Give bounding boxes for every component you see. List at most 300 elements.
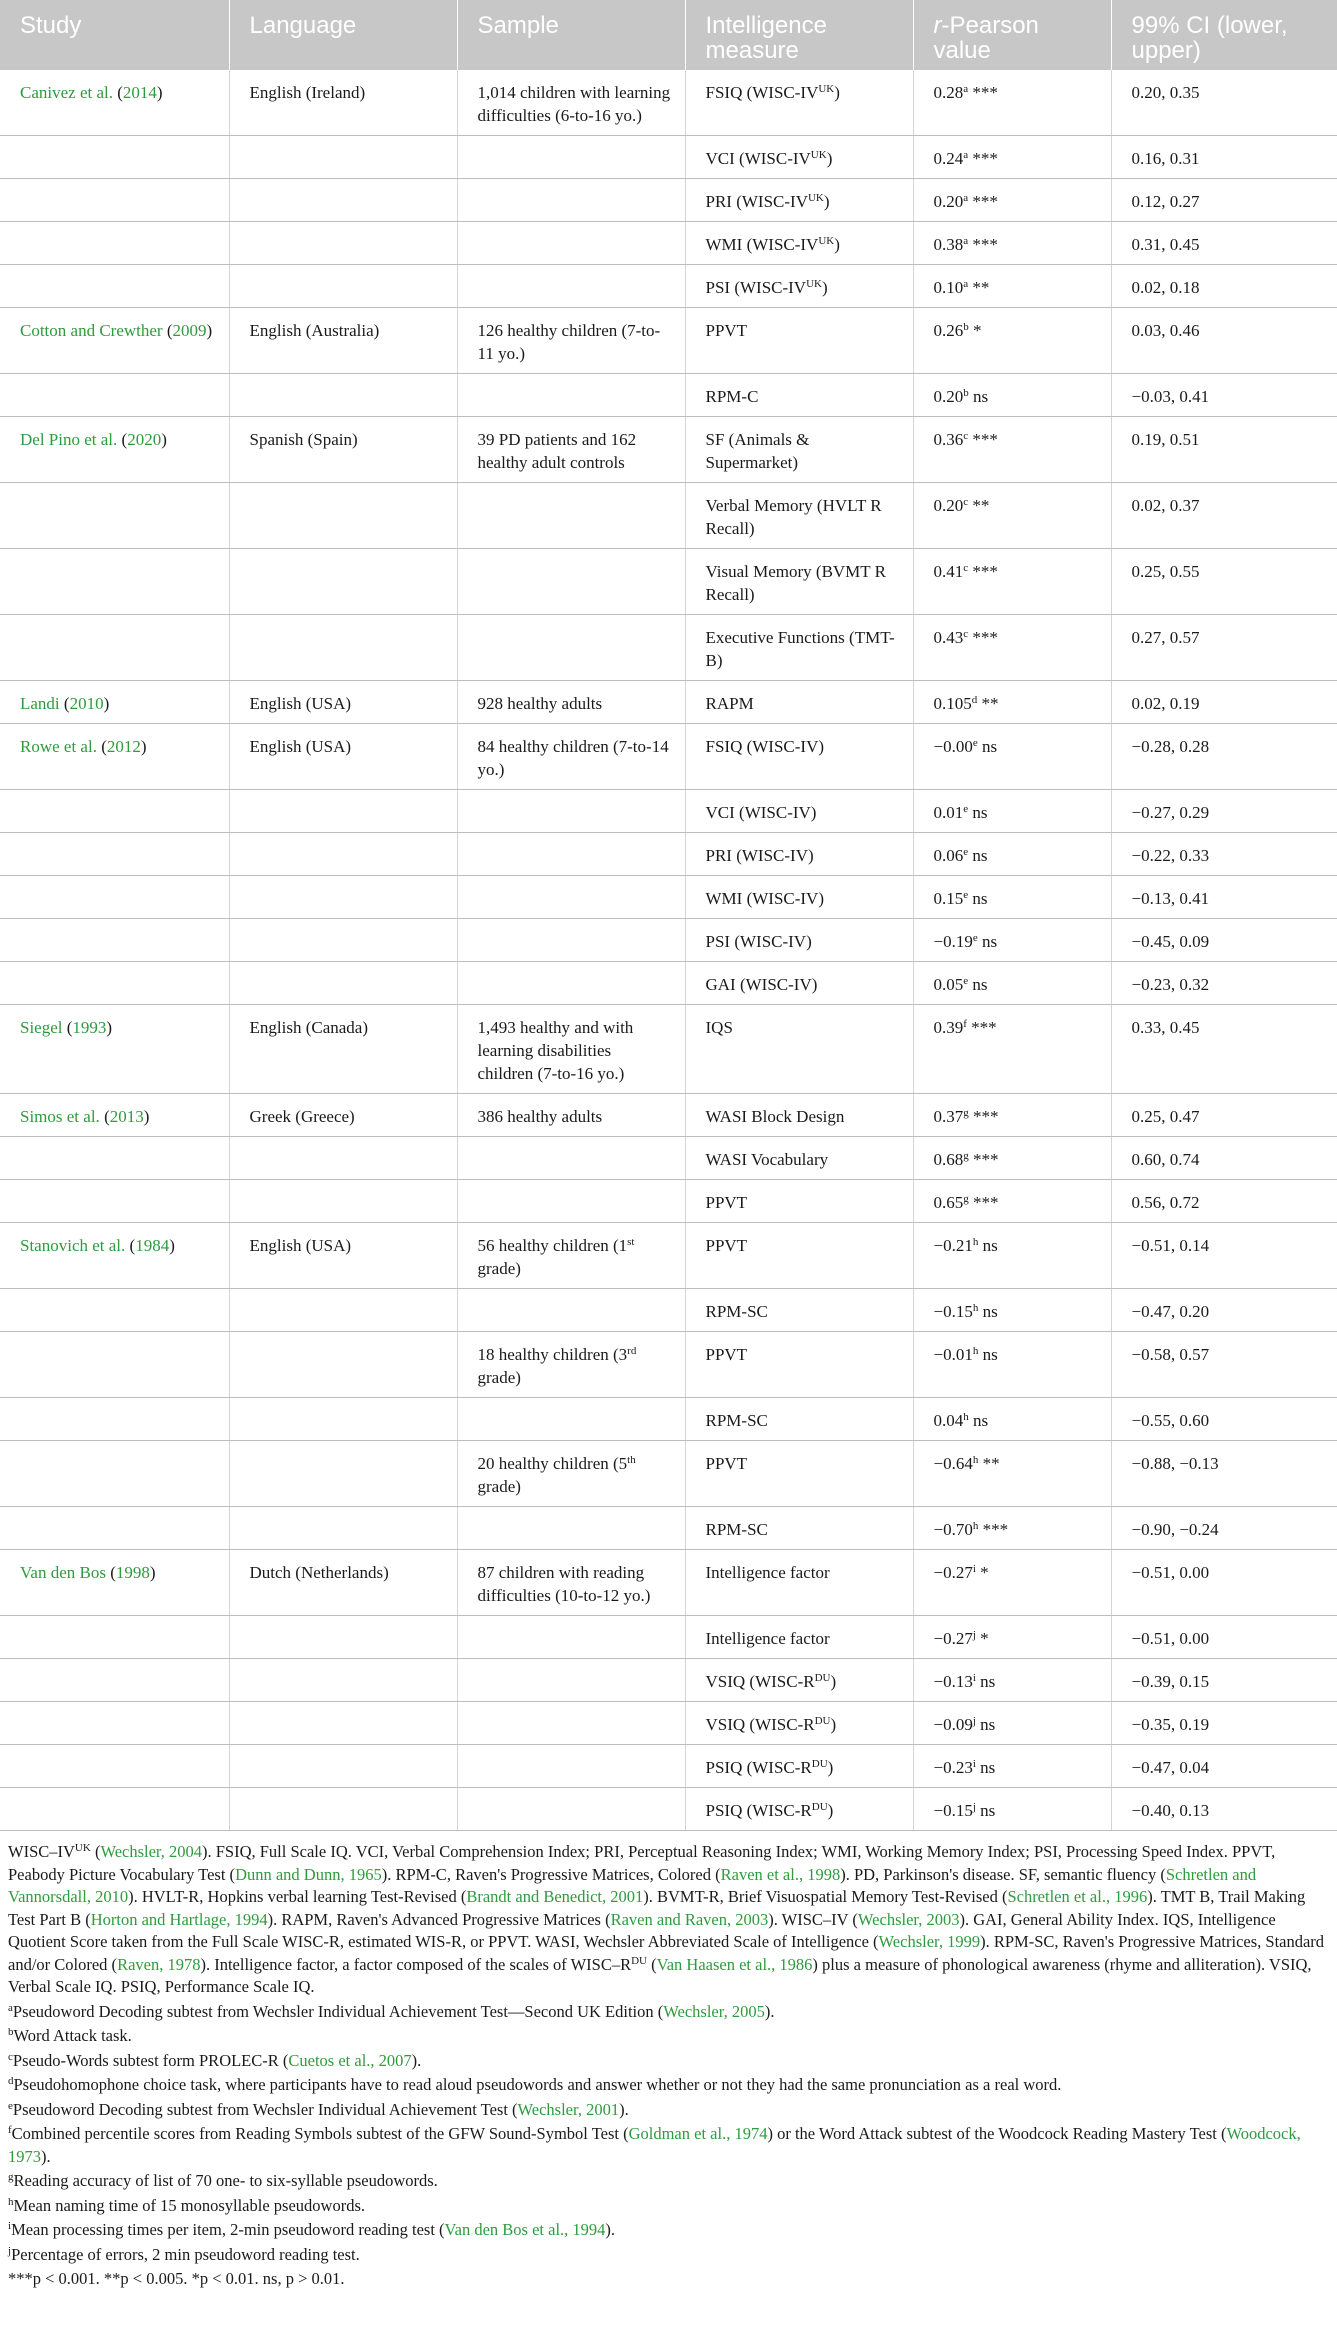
sample-superscript: th — [627, 1454, 636, 1466]
cell-language — [229, 1702, 457, 1745]
cell-measure — [685, 919, 913, 962]
measure-text: RPM-C — [705, 387, 759, 406]
table-row — [0, 1441, 1337, 1507]
reference-link[interactable]: Brandt and Benedict, 2001 — [466, 1887, 644, 1906]
measure-text: RPM-SC — [705, 1302, 768, 1321]
measure-text: PSIQ (WISC-R — [705, 1801, 812, 1820]
measure-text-end: ) — [830, 1715, 837, 1734]
cell-sample — [457, 308, 685, 374]
measure-text-end: ) — [834, 235, 840, 254]
cell-language: English (USA) — [229, 681, 457, 724]
cell-sample — [457, 222, 685, 265]
reference-link[interactable]: Wechsler, 1999 — [878, 1932, 981, 1951]
note-superscript: h — [8, 2195, 14, 2208]
sample-text: 126 healthy children (7-to-11 yo.) — [477, 321, 661, 363]
measure-text: RPM-SC — [705, 1411, 768, 1430]
study-author-link[interactable]: Landi — [20, 694, 60, 713]
cell-study — [0, 1137, 229, 1180]
measure-text: PPVT — [705, 1193, 748, 1212]
cell-measure — [685, 1398, 913, 1441]
table-row — [0, 1094, 1337, 1137]
r-value: 0.15 — [933, 889, 964, 908]
cell-measure — [685, 1332, 913, 1398]
cell-sample — [457, 1180, 685, 1223]
measure-superscript: UK — [818, 83, 835, 95]
cell-ci: 0.33, 0.45 — [1111, 1005, 1337, 1094]
cell-language: Greek (Greece) — [229, 1094, 457, 1137]
r-footnote-marker: c — [963, 430, 969, 442]
r-footnote-marker: i — [972, 1758, 976, 1770]
cell-study — [0, 1289, 229, 1332]
study-year-link[interactable]: 2014 — [122, 83, 157, 102]
cell-r-value — [913, 265, 1111, 308]
r-value: 0.24 — [933, 149, 964, 168]
reference-link[interactable]: Cuetos et al., 2007 — [288, 2050, 412, 2070]
cell-study — [0, 1398, 229, 1441]
cell-language — [229, 1745, 457, 1788]
r-significance: ns — [978, 1302, 998, 1321]
r-footnote-marker: a — [963, 192, 969, 204]
r-value: 0.105 — [933, 694, 972, 713]
r-value: −0.27 — [933, 1629, 973, 1648]
measure-superscript: UK — [806, 278, 822, 290]
table-row — [0, 1223, 1337, 1289]
table-row — [0, 136, 1337, 179]
measure-text-end: ) — [826, 149, 833, 168]
study-author-link[interactable]: Siegel — [20, 1018, 63, 1037]
reference-link[interactable]: Dunn and Dunn, 1965 — [235, 1864, 382, 1884]
reference-link[interactable]: Van Haasen et al., 1986 — [656, 1954, 813, 1974]
cell-language — [229, 136, 457, 179]
study-year-link[interactable]: 2010 — [69, 694, 104, 713]
r-value: 0.41 — [933, 562, 964, 581]
study-author-link[interactable]: Canivez et al. — [20, 83, 113, 102]
r-footnote-marker: c — [963, 496, 969, 508]
cell-sample — [457, 833, 685, 876]
cell-r-value — [913, 1550, 1111, 1616]
r-value: −0.23 — [933, 1758, 973, 1777]
cell-ci: −0.27, 0.29 — [1111, 790, 1337, 833]
reference-link[interactable]: Schretlen and Vannorsdall, 2010 — [8, 1864, 1257, 1906]
r-footnote-marker: h — [972, 1454, 979, 1466]
measure-text-end: ) — [827, 1801, 834, 1820]
cell-r-value — [913, 876, 1111, 919]
cell-ci: −0.88, −0.13 — [1111, 1441, 1337, 1507]
sample-text-end: grade) — [477, 1477, 521, 1496]
reference-link[interactable]: Raven, 1978 — [117, 1954, 201, 1974]
r-value: −0.13 — [933, 1672, 973, 1691]
measure-text: WMI (WISC-IV) — [705, 889, 824, 908]
measure-text: PPVT — [705, 321, 748, 340]
cell-measure — [685, 1788, 913, 1831]
cell-ci: 0.27, 0.57 — [1111, 615, 1337, 681]
r-footnote-marker: g — [963, 1107, 969, 1119]
cell-r-value — [913, 483, 1111, 549]
cell-sample — [457, 1398, 685, 1441]
note-text: ). — [41, 2146, 51, 2166]
note-text: ( — [647, 1954, 657, 1974]
r-footnote-marker: g — [963, 1150, 969, 1162]
reference-link[interactable]: Wechsler, 2003 — [857, 1909, 960, 1929]
r-significance: *** — [968, 83, 998, 102]
note-text: Pseudoword Decoding subtest from Wechsler Individual Achievement Test ( — [12, 2099, 518, 2119]
cell-language — [229, 1616, 457, 1659]
cell-ci: −0.39, 0.15 — [1111, 1659, 1337, 1702]
cell-language — [229, 179, 457, 222]
footnotes — [8, 2001, 1331, 2291]
note-text: ). — [605, 2220, 616, 2239]
study-author-link[interactable]: Rowe et al. — [20, 737, 97, 756]
cell-sample — [457, 265, 685, 308]
note-text: ) or the Word Attack subtest of the Woodcock Reading Mastery Test ( — [767, 2124, 1227, 2143]
note-text: ). HVLT-R, Hopkins verbal learning Test-Revised ( — [128, 1887, 467, 1906]
r-value: 0.06 — [933, 846, 964, 865]
r-significance: ns — [975, 1672, 996, 1691]
cell-measure — [685, 1005, 913, 1094]
cell-sample — [457, 1137, 685, 1180]
cell-study — [0, 70, 229, 136]
cell-measure — [685, 790, 913, 833]
table-row — [0, 876, 1337, 919]
cell-r-value — [913, 308, 1111, 374]
measure-text: Executive Functions (TMT-B) — [705, 628, 895, 670]
cell-r-value — [913, 1788, 1111, 1831]
measure-text: PRI (WISC-IV) — [705, 846, 814, 865]
cell-measure — [685, 681, 913, 724]
sample-text: 1,014 children with learning difficulties (6-to-16 yo.) — [477, 83, 671, 125]
cell-study — [0, 1702, 229, 1745]
measure-text: PSI (WISC-IV) — [705, 932, 812, 951]
r-value: −0.19 — [933, 932, 973, 951]
r-footnote-marker: e — [963, 846, 969, 858]
r-value: 0.68 — [933, 1150, 964, 1169]
cell-measure — [685, 179, 913, 222]
r-footnote-marker: f — [963, 1018, 967, 1030]
cell-study — [0, 1180, 229, 1223]
cell-measure — [685, 962, 913, 1005]
cell-r-value — [913, 374, 1111, 417]
table-row — [0, 615, 1337, 681]
r-significance: ** — [968, 496, 990, 515]
cell-ci: −0.58, 0.57 — [1111, 1332, 1337, 1398]
table-row — [0, 70, 1337, 136]
cell-language — [229, 549, 457, 615]
measure-text: FSIQ (WISC-IV — [705, 83, 819, 102]
study-year-link[interactable]: 2020 — [127, 430, 162, 449]
measure-text: PPVT — [705, 1236, 748, 1255]
study-author-link[interactable]: Simos et al. — [20, 1107, 100, 1126]
measure-text: IQS — [705, 1018, 733, 1037]
cell-r-value — [913, 724, 1111, 790]
r-significance: *** — [968, 149, 998, 168]
reference-link[interactable]: Horton and Hartlage, 1994 — [90, 1909, 268, 1929]
table-row — [0, 222, 1337, 265]
reference-link[interactable]: Goldman et al., 1974 — [628, 2124, 768, 2143]
study-author-link[interactable]: Stanovich et al. — [20, 1236, 126, 1255]
r-footnote-marker: a — [963, 83, 969, 95]
study-year-link[interactable]: 2009 — [172, 321, 207, 340]
cell-study — [0, 876, 229, 919]
sample-text-end: grade) — [477, 1368, 521, 1387]
table-row — [0, 1616, 1337, 1659]
reference-link[interactable]: Schretlen et al., 1996 — [1007, 1887, 1148, 1906]
note-text: Pseudohomophone choice task, where participants have to read aloud pseudowords and answer whether or not they had the same pronunciation as a real word. — [13, 2075, 1062, 2094]
cell-ci: 0.20, 0.35 — [1111, 70, 1337, 136]
cell-sample — [457, 1659, 685, 1702]
cell-ci: −0.51, 0.14 — [1111, 1223, 1337, 1289]
cell-study — [0, 222, 229, 265]
measure-text: VCI (WISC-IV) — [705, 803, 817, 822]
study-paren-open: ( — [113, 83, 123, 102]
cell-r-value — [913, 417, 1111, 483]
header-r-text: -Pearson value — [933, 12, 1039, 64]
cell-language — [229, 1507, 457, 1550]
reference-link[interactable]: Wechsler, 2005 — [663, 2001, 765, 2021]
table-row — [0, 1659, 1337, 1702]
measure-text: Visual Memory (BVMT R Recall) — [705, 562, 886, 604]
note-text: ). FSIQ, Full Scale IQ. VCI, Verbal Comprehension Index; PRI, Perceptual Reasoning Index; WMI, Working Memory Index; PSI, Processing Speed Index. PPVT, Peabody Picture Vocabulary Test ( — [8, 1842, 1276, 1884]
r-value: −0.09 — [933, 1715, 973, 1734]
study-author-link[interactable]: Cotton and Crewther — [20, 321, 163, 340]
measure-text-end: ) — [834, 83, 840, 102]
note-text: Reading accuracy of list of 70 one- to six-syllable pseudowords. — [13, 2171, 438, 2190]
r-value: −0.27 — [933, 1563, 973, 1582]
cell-language: English (USA) — [229, 724, 457, 790]
r-significance: ns — [978, 1236, 998, 1255]
study-paren-open: ( — [162, 321, 173, 340]
cell-measure — [685, 374, 913, 417]
cell-sample — [457, 1702, 685, 1745]
measure-text: VSIQ (WISC-R — [705, 1715, 815, 1734]
cell-language: English (Australia) — [229, 308, 457, 374]
measure-text: Intelligence factor — [705, 1629, 830, 1648]
study-paren-open: ( — [99, 1107, 110, 1126]
study-paren-close: ) — [206, 321, 213, 340]
r-footnote-marker: e — [963, 803, 969, 815]
note-text: ). RAPM, Raven's Advanced Progressive Matrices ( — [267, 1909, 611, 1929]
r-value: 0.20 — [933, 192, 964, 211]
note-text: Percentage of errors, 2 min pseudoword reading test. — [11, 2244, 360, 2264]
r-value: −0.00 — [933, 737, 973, 756]
r-footnote-marker: h — [972, 1302, 979, 1314]
cell-r-value — [913, 1702, 1111, 1745]
header-r-italic: r — [933, 12, 942, 39]
table-row — [0, 1398, 1337, 1441]
reference-link[interactable]: Wechsler, 2001 — [517, 2099, 620, 2119]
cell-r-value — [913, 1398, 1111, 1441]
study-year-link[interactable]: 2012 — [106, 737, 141, 756]
cell-r-value — [913, 1441, 1111, 1507]
r-significance: *** — [968, 1150, 999, 1169]
cell-language — [229, 876, 457, 919]
reference-link[interactable]: Raven et al., 1998 — [720, 1864, 841, 1884]
measure-text: PSI (WISC-IV — [705, 278, 807, 297]
cell-language: English (Ireland) — [229, 70, 457, 136]
study-year-link[interactable]: 1998 — [115, 1563, 150, 1582]
note-text: ). — [619, 2099, 629, 2119]
note-superscript: UK — [74, 1842, 91, 1854]
r-footnote-marker: j — [972, 1629, 976, 1641]
cell-sample — [457, 1441, 685, 1507]
table-row — [0, 417, 1337, 483]
cell-r-value — [913, 790, 1111, 833]
r-footnote-marker: e — [972, 737, 978, 749]
study-paren-close: ) — [156, 83, 163, 102]
cell-ci: 0.25, 0.55 — [1111, 549, 1337, 615]
cell-study — [0, 374, 229, 417]
cell-study — [0, 179, 229, 222]
footnote — [8, 2123, 1331, 2168]
r-footnote-marker: a — [963, 149, 969, 161]
reference-link[interactable]: Woodcock, 1973 — [8, 2124, 1301, 2166]
sample-text: 20 healthy children (5 — [477, 1454, 628, 1473]
study-author-link[interactable]: Van den Bos — [20, 1563, 106, 1582]
study-paren-close: ) — [149, 1563, 156, 1582]
cell-language — [229, 1289, 457, 1332]
cell-ci: 0.31, 0.45 — [1111, 222, 1337, 265]
cell-sample — [457, 1507, 685, 1550]
sample-text: 386 healthy adults — [477, 1107, 603, 1126]
note-text: ). Intelligence factor, a factor composed of the scales of WISC–R — [200, 1954, 632, 1974]
footnote — [8, 2001, 1331, 2024]
cell-language — [229, 483, 457, 549]
cell-r-value — [913, 1616, 1111, 1659]
r-footnote-marker: e — [972, 932, 978, 944]
r-value: 0.10 — [933, 278, 964, 297]
cell-study — [0, 483, 229, 549]
cell-ci: 0.19, 0.51 — [1111, 417, 1337, 483]
cell-measure — [685, 876, 913, 919]
cell-study — [0, 919, 229, 962]
sample-text: 18 healthy children (3 — [477, 1345, 628, 1364]
study-paren-close: ) — [140, 737, 147, 756]
r-footnote-marker: a — [963, 278, 969, 290]
footnote — [8, 2025, 1331, 2048]
r-significance: ns — [975, 1715, 996, 1734]
cell-r-value — [913, 962, 1111, 1005]
r-significance: ns — [977, 737, 998, 756]
reference-link[interactable]: Raven and Raven, 2003 — [610, 1909, 769, 1929]
cell-sample — [457, 374, 685, 417]
cell-sample — [457, 919, 685, 962]
cell-language — [229, 265, 457, 308]
r-value: −0.01 — [933, 1345, 973, 1364]
study-author-link[interactable]: Del Pino et al. — [20, 430, 118, 449]
table-row — [0, 265, 1337, 308]
cell-r-value — [913, 1180, 1111, 1223]
cell-language: Dutch (Netherlands) — [229, 1550, 457, 1616]
r-significance: * — [968, 321, 982, 340]
cell-r-value — [913, 1223, 1111, 1289]
cell-r-value — [913, 1137, 1111, 1180]
measure-text: Verbal Memory (HVLT R Recall) — [705, 496, 882, 538]
table-row — [0, 724, 1337, 790]
measure-text: PSIQ (WISC-R — [705, 1758, 812, 1777]
cell-r-value — [913, 222, 1111, 265]
cell-ci: −0.40, 0.13 — [1111, 1788, 1337, 1831]
study-year-link[interactable]: 1984 — [135, 1236, 170, 1255]
measure-text: SF (Animals & Supermarket) — [705, 430, 810, 472]
r-significance: ns — [975, 1801, 996, 1820]
table-row — [0, 1332, 1337, 1398]
cell-language — [229, 222, 457, 265]
r-value: 0.43 — [933, 628, 964, 647]
note-superscript: c — [8, 2050, 13, 2063]
r-significance: ns — [968, 889, 988, 908]
cell-sample — [457, 1332, 685, 1398]
table-header-row — [0, 0, 1337, 70]
sample-text: 1,493 healthy and with learning disabilities children (7-to-16 yo.) — [477, 1018, 634, 1083]
cell-study — [0, 790, 229, 833]
cell-r-value — [913, 70, 1111, 136]
sample-text: 39 PD patients and 162 healthy adult controls — [477, 430, 637, 472]
header-r-value — [913, 0, 1111, 70]
cell-r-value — [913, 1005, 1111, 1094]
r-value: −0.15 — [933, 1302, 973, 1321]
note-superscript: a — [8, 2001, 13, 2014]
header-ci: 99% CI (lower, upper) — [1111, 0, 1337, 70]
cell-sample — [457, 549, 685, 615]
table-row — [0, 374, 1337, 417]
r-significance: ** — [978, 1454, 1000, 1473]
table-row — [0, 1507, 1337, 1550]
r-significance: *** — [968, 1193, 999, 1212]
study-paren-close: ) — [169, 1236, 175, 1255]
measure-superscript: DU — [811, 1758, 828, 1770]
cell-ci: −0.35, 0.19 — [1111, 1702, 1337, 1745]
cell-language — [229, 1332, 457, 1398]
study-year-link[interactable]: 2013 — [109, 1107, 144, 1126]
note-text: ). RPM-C, Raven's Progressive Matrices, Colored ( — [381, 1864, 721, 1884]
measure-text: PRI (WISC-IV — [705, 192, 808, 211]
cell-ci: −0.55, 0.60 — [1111, 1398, 1337, 1441]
measure-superscript: UK — [818, 235, 835, 247]
cell-study — [0, 1745, 229, 1788]
r-value: 0.01 — [933, 803, 964, 822]
study-year-link[interactable]: 1993 — [72, 1018, 107, 1037]
r-significance: *** — [968, 235, 998, 254]
cell-language: Spanish (Spain) — [229, 417, 457, 483]
cell-study — [0, 549, 229, 615]
r-significance: ns — [977, 932, 998, 951]
measure-text: VCI (WISC-IV — [705, 149, 811, 168]
cell-study — [0, 1223, 229, 1289]
measure-text: PPVT — [705, 1345, 748, 1364]
r-value: 0.39 — [933, 1018, 964, 1037]
cell-ci: −0.22, 0.33 — [1111, 833, 1337, 876]
header-measure: Intelligence measure — [685, 0, 913, 70]
sample-text: 928 healthy adults — [477, 694, 603, 713]
note-superscript: d — [8, 2075, 14, 2087]
note-text: Pseudoword Decoding subtest from Wechsler Individual Achievement Test—Second UK Edition ( — [12, 2001, 664, 2021]
r-footnote-marker: h — [972, 1236, 979, 1248]
cell-study — [0, 962, 229, 1005]
r-footnote-marker: h — [972, 1520, 979, 1532]
reference-link[interactable]: Van den Bos et al., 1994 — [444, 2220, 606, 2239]
note-text: ). GAI, General Ability Index. IQS, Intelligence Quotient Score taken from the Full Scale WISC-R, estimated WIS-R, or PPVT. WASI, Wechsler Abbreviated Scale of Intelligence ( — [8, 1909, 1276, 1951]
cell-measure — [685, 1223, 913, 1289]
measure-text: VSIQ (WISC-R — [705, 1672, 815, 1691]
reference-link[interactable]: Wechsler, 2004 — [100, 1842, 202, 1861]
r-footnote-marker: e — [963, 975, 969, 987]
r-footnote-marker: b — [963, 387, 969, 399]
cell-study — [0, 1788, 229, 1831]
measure-superscript: DU — [811, 1801, 828, 1813]
cell-language — [229, 790, 457, 833]
r-significance: ns — [968, 975, 988, 994]
cell-sample — [457, 681, 685, 724]
note-text: Combined percentile scores from Reading Symbols subtest of the GFW Sound-Symbol Test ( — [11, 2124, 629, 2143]
